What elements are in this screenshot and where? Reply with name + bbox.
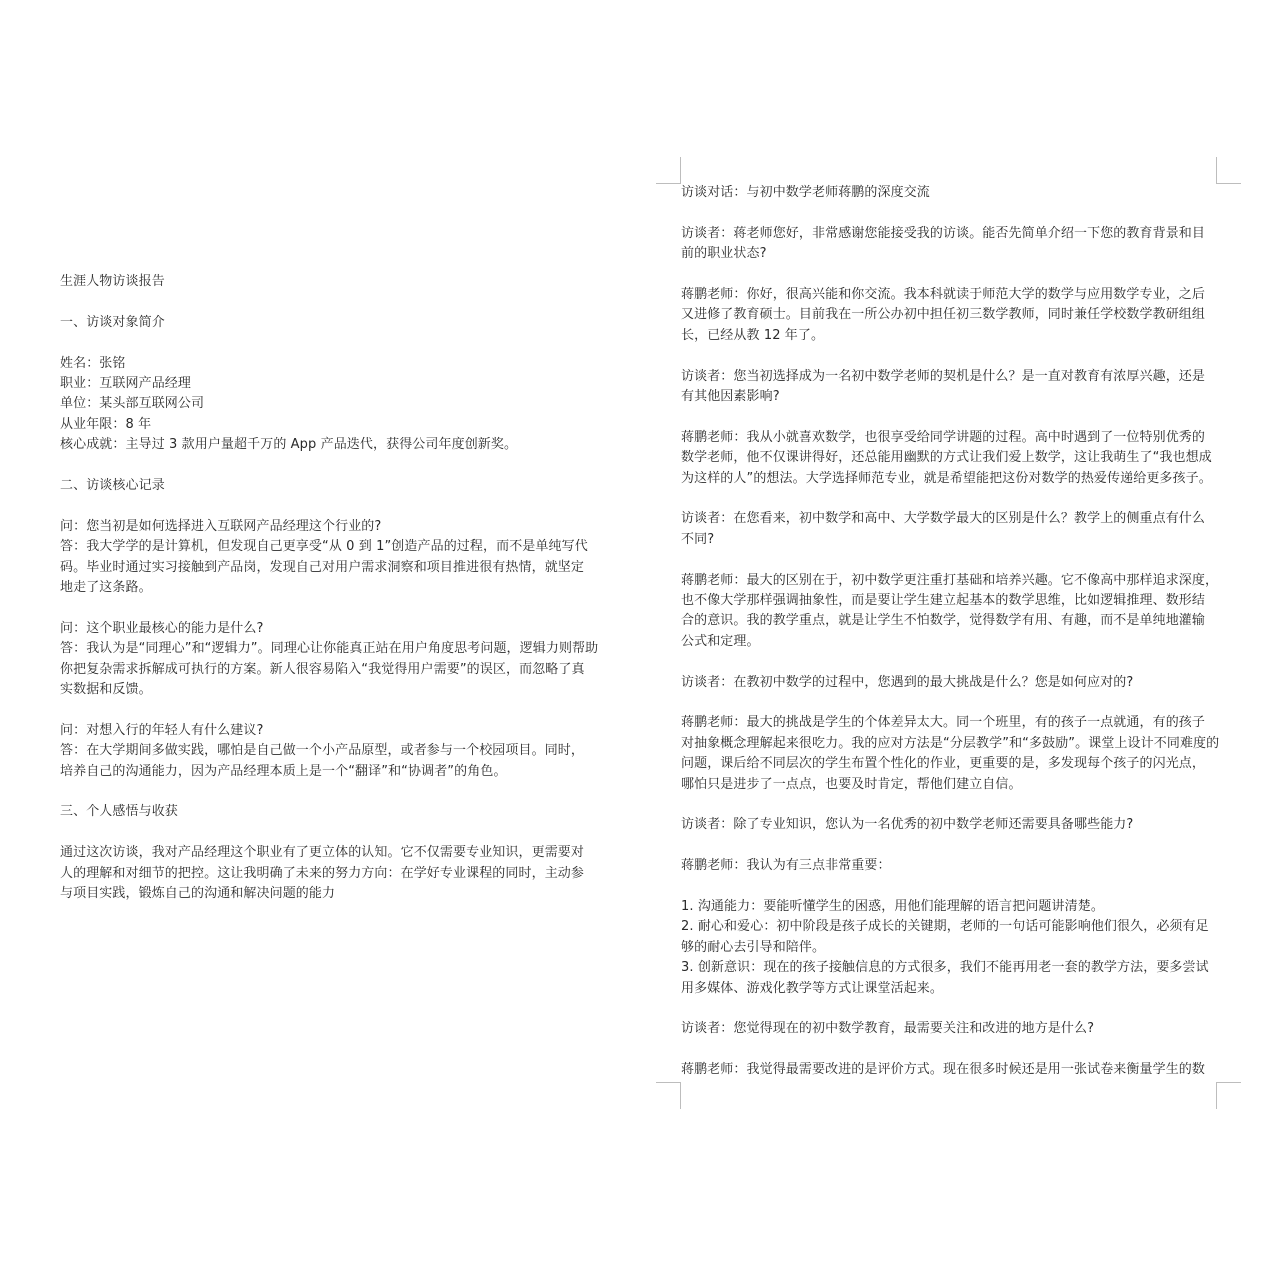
profile-occupation: 职业：互联网产品经理	[60, 376, 192, 391]
reflection-paragraph	[60, 843, 608, 904]
section-heading-text: 三、个人感悟与收获	[60, 804, 178, 820]
paragraph-line: 用多媒体、游戏化教学等方式让课堂活起来。	[681, 980, 944, 996]
answer-line: 实数据和反馈。	[60, 682, 152, 698]
paragraph-line: 蒋鹏老师：我认为有三点非常重要：	[681, 858, 891, 874]
paragraph-line: 也不像大学那样强调抽象性，而是要让学生建立起基本的数学思维，比如逻辑推理、数形结	[681, 593, 1206, 609]
paragraph-line: 对抽象概念理解起来很吃力。我的应对方法是“分层教学”和“多鼓励”。课堂上设计不同难度的	[681, 735, 1220, 751]
crop-mark-bottom-left	[656, 1082, 681, 1109]
paragraph-line: 够的耐心去引导和陪伴。	[681, 939, 826, 955]
interviewer-paragraph	[681, 815, 1221, 835]
profile-name: 姓名：张铭	[60, 355, 126, 371]
section-heading-text: 一、访谈对象简介	[60, 314, 165, 330]
answer-line: 答：我大学学的是计算机，但发现自己更享受“从 0 到 1”创造产品的过程，而不是单纯写代	[60, 539, 588, 555]
paragraph-line: 3. 创新意识：现在的孩子接触信息的方式很多，我们不能再用老一套的教学方法，要多尝试	[681, 960, 1209, 976]
answer-line: 地走了这条路。	[60, 580, 152, 596]
teacher-paragraph	[681, 285, 1221, 346]
paragraph-line: 公式和定理。	[681, 633, 760, 649]
section-heading-text: 二、访谈核心记录	[60, 478, 165, 494]
paragraph-line: 2. 耐心和爱心：初中阶段是孩子成长的关键期，老师的一句话可能影响他们很久，必须有足	[681, 919, 1209, 935]
right-document-page	[681, 183, 1221, 1101]
profile-employer: 单位：某头部互联网公司	[60, 396, 205, 412]
document-title	[60, 272, 608, 292]
answer-line: 答：在大学期间多做实践，哪怕是自己做一个小产品原型，或者参与一个校园项目。同时，	[60, 743, 585, 759]
paragraph-line: 蒋鹏老师：最大的区别在于，初中数学更注重打基础和培养兴趣。它不像高中那样追求深度，	[681, 572, 1219, 588]
paragraph-line: 又进修了教育硕士。目前我在一所公办初中担任初三数学教师，同时兼任学校数学教研组组	[681, 307, 1206, 323]
paragraph-line: 合的意识。我的教学重点，就是让学生不怕数学，觉得数学有用、有趣，而不是单纯地灌输	[681, 613, 1206, 629]
paragraph-line: 不同?	[681, 531, 715, 547]
profile-achievement: 核心成就：主导过 3 款用户量超千万的 App 产品迭代，获得公司年度创新奖。	[60, 437, 518, 453]
profile-years: 从业年限：8 年	[60, 416, 152, 432]
teacher-paragraph	[681, 1060, 1221, 1080]
paragraph-line: 访谈者：除了专业知识，您认为一名优秀的初中数学老师还需要具备哪些能力?	[681, 817, 1134, 833]
paragraph-line: 蒋鹏老师：我从小就喜欢数学，也很享受给同学讲题的过程。高中时遇到了一位特别优秀的	[681, 429, 1206, 445]
interviewer-paragraph	[681, 1019, 1221, 1039]
document-title-text: 生涯人物访谈报告	[60, 274, 165, 289]
answer-line: 培养自己的沟通能力，因为产品经理本质上是一个“翻译”和“协调者”的角色。	[60, 763, 507, 779]
paragraph-line: 哪怕只是进步了一点点，也要及时肯定，帮他们建立自信。	[681, 776, 1022, 792]
profile-block	[60, 354, 608, 456]
qa-item	[60, 517, 608, 599]
answer-line: 你把复杂需求拆解成可执行的方案。新人很容易陷入“我觉得用户需要”的误区，而忽略了真	[60, 661, 585, 677]
paragraph-line: 访谈者：在您看来，初中数学和高中、大学数学最大的区别是什么？教学上的侧重点有什么	[681, 511, 1206, 527]
reflection-line: 与项目实践，锻炼自己的沟通和解决问题的能力	[60, 886, 336, 902]
crop-mark-top-left	[656, 157, 681, 184]
interviewer-paragraph	[681, 367, 1221, 408]
teacher-paragraph	[681, 897, 1221, 999]
dialogue-body	[681, 224, 1221, 1081]
teacher-paragraph	[681, 571, 1221, 653]
reflection-line: 通过这次访谈，我对产品经理这个职业有了更立体的认知。它不仅需要专业知识，更需要对	[60, 845, 585, 861]
section-heading-reflection	[60, 802, 608, 822]
teacher-paragraph	[681, 713, 1221, 795]
dialogue-title	[681, 183, 1221, 203]
answer-line: 答：我认为是“同理心”和“逻辑力”。同理心让你能真正站在用户角度思考问题，逻辑力则帮助	[60, 641, 599, 657]
question-text: 问：这个职业最核心的能力是什么?	[60, 620, 264, 636]
question-text: 问：您当初是如何选择进入互联网产品经理这个行业的?	[60, 518, 382, 534]
paragraph-line: 长，已经从教 12 年了。	[681, 327, 825, 343]
interviewer-paragraph	[681, 509, 1221, 550]
interviewer-paragraph	[681, 673, 1221, 693]
paragraph-line: 蒋鹏老师：我觉得最需要改进的是评价方式。现在很多时候还是用一张试卷来衡量学生的数	[681, 1062, 1206, 1078]
paragraph-line: 为这样的人”的想法。大学选择师范专业，就是希望能把这份对数学的热爱传递给更多孩子。	[681, 470, 1212, 486]
paragraph-line: 蒋鹏老师：最大的挑战是学生的个体差异太大。同一个班里，有的孩子一点就通，有的孩子	[681, 715, 1206, 731]
answer-line: 码。毕业时通过实习接触到产品岗，发现自己对用户需求洞察和项目推进很有热情，就坚定	[60, 559, 585, 575]
paragraph-line: 数学老师，他不仅课讲得好，还总能用幽默的方式让我们爱上数学，这让我萌生了“我也想成	[681, 450, 1212, 466]
teacher-paragraph	[681, 428, 1221, 489]
paragraph-line: 有其他因素影响?	[681, 389, 780, 405]
section-heading-intro	[60, 313, 608, 333]
paragraph-line: 1. 沟通能力：要能听懂学生的困惑，用他们能理解的语言把问题讲清楚。	[681, 899, 1104, 915]
paragraph-line: 访谈者：蒋老师您好，非常感谢您能接受我的访谈。能否先简单介绍一下您的教育背景和目	[681, 225, 1206, 241]
interviewer-paragraph	[681, 224, 1221, 265]
paragraph-line: 访谈者：您当初选择成为一名初中数学老师的契机是什么？是一直对教育有浓厚兴趣，还是	[681, 368, 1206, 384]
dialogue-title-text: 访谈对话：与初中数学老师蒋鹏的深度交流	[681, 185, 930, 200]
section-heading-records	[60, 476, 608, 496]
reflection-line: 人的理解和对细节的把控。这让我明确了未来的努力方向：在学好专业课程的同时，主动参	[60, 865, 585, 881]
paragraph-line: 访谈者：您觉得现在的初中数学教育，最需要关注和改进的地方是什么?	[681, 1021, 1095, 1037]
crop-mark-top-right	[1216, 157, 1241, 184]
left-document-page	[60, 272, 608, 925]
paragraph-line: 访谈者：在教初中数学的过程中，您遇到的最大挑战是什么？您是如何应对的?	[681, 674, 1134, 690]
paragraph-line: 蒋鹏老师：你好，很高兴能和你交流。我本科就读于师范大学的数学与应用数学专业，之后	[681, 287, 1206, 302]
paragraph-line: 前的职业状态?	[681, 246, 767, 262]
teacher-paragraph	[681, 856, 1221, 876]
paragraph-line: 问题，课后给不同层次的学生布置个性化的作业，更重要的是，多发现每个孩子的闪光点，	[681, 756, 1206, 772]
qa-item	[60, 721, 608, 782]
question-text: 问：对想入行的年轻人有什么建议?	[60, 722, 264, 738]
qa-item	[60, 619, 608, 701]
